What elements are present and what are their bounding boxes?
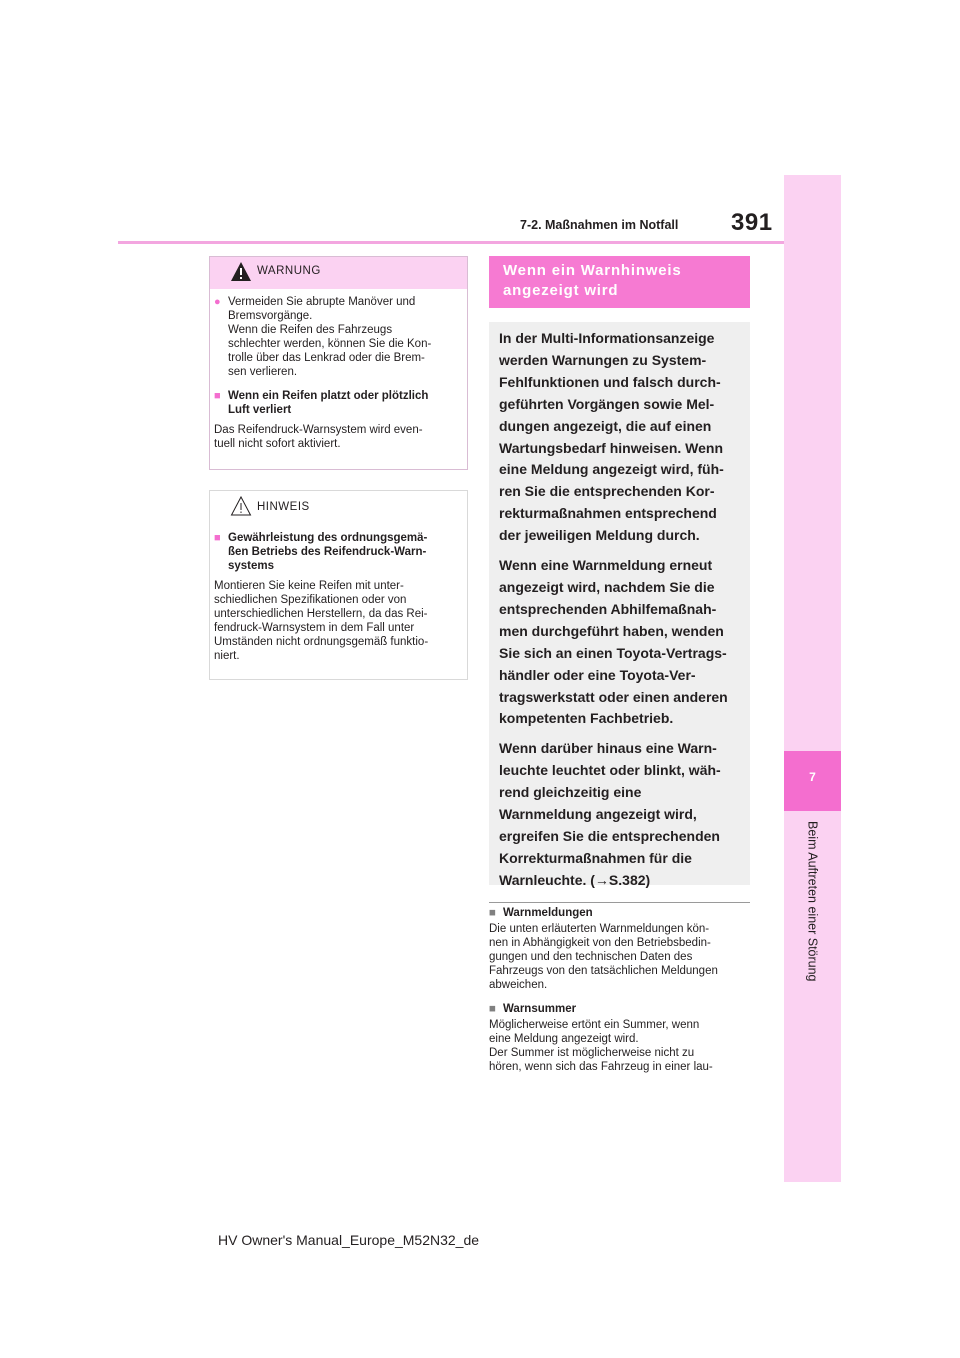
hint-box bbox=[209, 490, 468, 680]
text-line: Wenn die Reifen des Fahrzeugs bbox=[228, 324, 393, 336]
info-text bbox=[499, 328, 745, 900]
text-line: Fahrzeugs von den tatsächlichen Meldungen bbox=[489, 965, 718, 977]
text-line: der jeweiligen Meldung durch. bbox=[499, 527, 700, 544]
text-line: geführten Vorgängen sowie Mel- bbox=[499, 395, 715, 412]
warning-box bbox=[209, 256, 468, 470]
text-line: tragswerkstatt oder einen anderen bbox=[499, 688, 728, 705]
note-text bbox=[489, 1018, 750, 1074]
text-line: kompetenten Fachbetrieb. bbox=[499, 710, 674, 727]
warning-body bbox=[214, 291, 464, 451]
text-line: händler oder eine Toyota-Ver- bbox=[499, 666, 696, 683]
text-line: rekturmaßnahmen entsprechend bbox=[499, 505, 717, 522]
text-line: eine Meldung angezeigt wird. bbox=[489, 1033, 639, 1045]
text-line: schiedlichen Spezifikationen oder von bbox=[214, 594, 407, 606]
page-number: 391 bbox=[731, 209, 773, 236]
note-heading bbox=[489, 906, 750, 920]
square-bullet-icon: ■ bbox=[214, 390, 221, 402]
info-paragraph bbox=[499, 738, 745, 891]
footer-text: HV Owner's Manual_Europe_M52N32_de bbox=[218, 1232, 480, 1248]
text-line: gungen und den technischen Daten des bbox=[489, 951, 693, 963]
notes-section bbox=[489, 906, 750, 1074]
note-text bbox=[489, 922, 750, 992]
text-line: ßen Betriebs des Reifendruck-Warn- bbox=[228, 546, 427, 558]
text-line: niert. bbox=[214, 650, 240, 662]
text-line: nen in Abhängigkeit von den Betriebsbedin- bbox=[489, 937, 711, 949]
text-line: Korrekturmaßnahmen für die bbox=[499, 849, 692, 866]
bullet-icon: ● bbox=[214, 296, 221, 308]
text-line: Sie sich an einen Toyota-Vertrags- bbox=[499, 644, 727, 661]
text-line: leuchte leuchtet oder blinkt, wäh- bbox=[499, 762, 721, 779]
text-line: eine Meldung angezeigt wird, füh- bbox=[499, 461, 724, 478]
text-line: Möglicherweise ertönt ein Summer, wenn bbox=[489, 1019, 700, 1031]
hint-header bbox=[210, 491, 467, 523]
text-line: trolle über das Lenkrad oder die Brem- bbox=[228, 352, 425, 364]
hint-paragraph bbox=[214, 579, 464, 663]
text-line: Das Reifendruck-Warnsystem wird even- bbox=[214, 424, 423, 436]
warning-triangle-icon bbox=[230, 261, 252, 283]
text-line: Umständen nicht ordnungsgemäß funktio- bbox=[214, 636, 429, 648]
text-line: angezeigt wird bbox=[503, 282, 619, 299]
chapter-title: Beim Auftreten einer Störung bbox=[805, 821, 820, 982]
divider bbox=[489, 902, 750, 903]
hint-body bbox=[214, 527, 464, 663]
warning-heading: WARNUNG bbox=[257, 265, 321, 277]
text-line: fendruck-Warnsystem in dem Fall unter bbox=[214, 622, 415, 634]
chapter-number: 7 bbox=[809, 770, 816, 784]
hint-heading: HINWEIS bbox=[257, 501, 310, 513]
warning-subheading-text bbox=[228, 389, 428, 417]
text-line: werden Warnungen zu System- bbox=[499, 351, 707, 368]
text-line: entsprechenden Abhilfemaßnah- bbox=[499, 600, 717, 617]
text-line: Wenn darüber hinaus eine Warn- bbox=[499, 740, 717, 757]
text-line: Gewährleistung des ordnungsgemä- bbox=[228, 532, 428, 544]
text-line: ren Sie die entsprechenden Kor- bbox=[499, 483, 715, 500]
text-line: abweichen. bbox=[489, 979, 548, 991]
text-line: tuell nicht sofort aktiviert. bbox=[214, 438, 341, 450]
warning-item bbox=[214, 295, 464, 379]
text-line: Wenn ein Warnhinweis bbox=[503, 262, 682, 279]
text-line: Wenn eine Warnmeldung erneut bbox=[499, 557, 713, 574]
text-line: Die unten erläuterten Warnmeldungen kön- bbox=[489, 923, 710, 935]
text-line: unterschiedlichen Herstellern, da das Rei- bbox=[214, 608, 428, 620]
warning-subheading bbox=[214, 389, 464, 417]
square-bullet-icon: ■ bbox=[214, 532, 221, 544]
text-line: men durchgeführt haben, wenden bbox=[499, 622, 724, 639]
text-line: angezeigt wird, nachdem Sie die bbox=[499, 578, 715, 595]
sidebar-tab-top bbox=[784, 175, 841, 753]
text-line: Wartungsbedarf hinweisen. Wenn bbox=[499, 439, 724, 456]
text-line: Luft verliert bbox=[228, 404, 292, 416]
note-heading bbox=[489, 1002, 750, 1016]
text-line: Der Summer ist möglicherweise nicht zu bbox=[489, 1047, 695, 1059]
text-line: dungen angezeigt, die auf einen bbox=[499, 417, 712, 434]
text-line: Wenn ein Reifen platzt oder plötzlich bbox=[228, 390, 429, 402]
page-reference-link[interactable]: Warnleuchte. (→S.382) bbox=[499, 871, 651, 888]
note-title: Warnsummer bbox=[503, 1003, 577, 1015]
text-line: Warnmeldung angezeigt wird, bbox=[499, 806, 697, 823]
warning-item-text bbox=[228, 295, 431, 379]
text-line: schlechter werden, können Sie die Kon- bbox=[228, 338, 432, 350]
hint-subheading bbox=[214, 531, 464, 573]
text-line: Fehlfunktionen und falsch durch- bbox=[499, 373, 721, 390]
text-line: systems bbox=[228, 560, 275, 572]
square-bullet-icon: ■ bbox=[489, 907, 496, 919]
text-line: Vermeiden Sie abrupte Manöver und bbox=[228, 296, 416, 308]
info-paragraph bbox=[499, 328, 745, 547]
text-line: In der Multi-Informationsanzeige bbox=[499, 330, 715, 346]
text-line: Bremsvorgänge. bbox=[228, 310, 313, 322]
header-rule bbox=[118, 241, 785, 244]
caution-triangle-icon bbox=[230, 495, 252, 517]
warning-paragraph bbox=[214, 423, 464, 451]
info-box bbox=[489, 322, 750, 888]
text-line: rend gleichzeitig eine bbox=[499, 784, 642, 801]
note-title: Warnmeldungen bbox=[503, 907, 593, 919]
text-line: hören, wenn sich das Fahrzeug in einer lau- bbox=[489, 1061, 713, 1073]
hint-subheading-text bbox=[228, 531, 427, 573]
text-line: Montieren Sie keine Reifen mit unter- bbox=[214, 580, 404, 592]
text-line: ergreifen Sie die entsprechenden bbox=[499, 827, 720, 844]
text-line: sen verlieren. bbox=[228, 366, 298, 378]
info-paragraph bbox=[499, 555, 745, 730]
square-bullet-icon: ■ bbox=[489, 1003, 496, 1015]
main-heading-text bbox=[503, 261, 682, 301]
main-heading bbox=[489, 256, 750, 308]
warning-header bbox=[210, 257, 467, 289]
section-title: 7-2. Maßnahmen im Notfall bbox=[520, 218, 679, 232]
